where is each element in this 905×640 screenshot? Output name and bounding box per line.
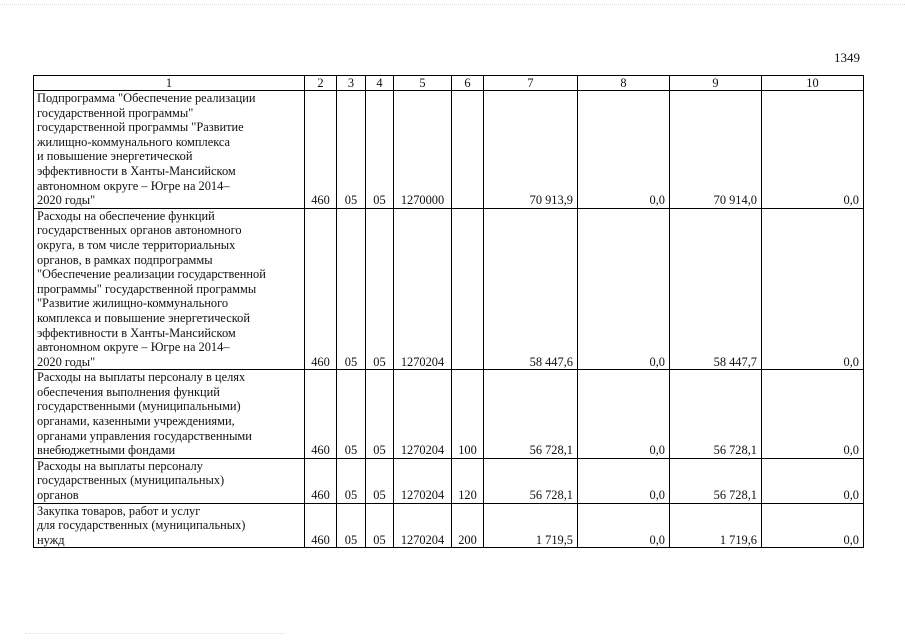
- scan-artifact-top: [0, 4, 905, 8]
- expense-type-cell: 120: [452, 458, 484, 503]
- row-name-line: органами, казенными учреждениями,: [37, 414, 235, 429]
- column-header: 10: [762, 76, 864, 91]
- amount-change-cell: 0,0: [578, 458, 670, 503]
- row-name-line: органами управления государственными: [37, 428, 252, 443]
- section-cell: 05: [337, 458, 366, 503]
- amount-change-cell: 0,0: [578, 370, 670, 459]
- row-name-line: комплекса и повышение энергетической: [37, 310, 250, 325]
- row-name-cell: [34, 208, 305, 370]
- expense-type-cell: 100: [452, 370, 484, 459]
- row-name-line: органов, в рамках подпрограммы: [37, 252, 213, 267]
- table-row: [34, 370, 864, 459]
- row-name-line: государственной программы": [37, 105, 194, 120]
- admin-code-cell: 460: [305, 370, 337, 459]
- column-header: 8: [578, 76, 670, 91]
- page-number: 1349: [834, 50, 860, 65]
- row-name-line: Подпрограмма "Обеспечение реализации: [37, 91, 256, 105]
- amount-total-cell: 58 447,7: [670, 208, 762, 370]
- subsection-cell: 05: [366, 458, 394, 503]
- amount-extra-cell: 0,0: [762, 503, 864, 548]
- row-name-line: 2020 годы": [37, 193, 96, 208]
- budget-table: [33, 75, 864, 548]
- row-name-line: "Развитие жилищно-коммунального: [37, 296, 229, 311]
- amount-extra-cell: 0,0: [762, 370, 864, 459]
- column-header: 5: [394, 76, 452, 91]
- section-cell: 05: [337, 91, 366, 209]
- section-cell: 05: [337, 503, 366, 548]
- target-article-cell: 1270204: [394, 370, 452, 459]
- row-name-line: внебюджетными фондами: [37, 443, 176, 458]
- row-name-cell: [34, 503, 305, 548]
- column-header: 2: [305, 76, 337, 91]
- target-article-cell: 1270000: [394, 91, 452, 209]
- row-name-line: обеспечения выполнения функций: [37, 384, 220, 399]
- amount-extra-cell: 0,0: [762, 91, 864, 209]
- expense-type-cell: [452, 91, 484, 209]
- column-header: 6: [452, 76, 484, 91]
- admin-code-cell: 460: [305, 208, 337, 370]
- header-row: [34, 76, 864, 91]
- scan-artifact-bottom: [25, 633, 285, 636]
- target-article-cell: 1270204: [394, 458, 452, 503]
- expense-type-cell: 200: [452, 503, 484, 548]
- table-body: [34, 91, 864, 548]
- section-cell: 05: [337, 208, 366, 370]
- target-article-cell: 1270204: [394, 503, 452, 548]
- column-header: 7: [484, 76, 578, 91]
- column-header: 4: [366, 76, 394, 91]
- row-name-line: Расходы на выплаты персоналу в целях: [37, 370, 246, 385]
- row-name-line: автономном округе – Югре на 2014–: [37, 340, 230, 355]
- amount-change-cell: 0,0: [578, 208, 670, 370]
- row-name-line: государственных (муниципальных): [37, 473, 225, 488]
- row-name-cell: [34, 370, 305, 459]
- row-name-line: эффективности в Ханты-Мансийском: [37, 325, 236, 340]
- row-name-line: Расходы на обеспечение функций: [37, 208, 215, 223]
- amount-total-cell: 56 728,1: [670, 458, 762, 503]
- row-name-line: "Обеспечение реализации государственной: [37, 267, 266, 282]
- row-name-line: для государственных (муниципальных): [37, 518, 246, 533]
- subsection-cell: 05: [366, 503, 394, 548]
- amount-change-cell: 0,0: [578, 503, 670, 548]
- amount-change-cell: 0,0: [578, 91, 670, 209]
- admin-code-cell: 460: [305, 458, 337, 503]
- row-name-line: Закупка товаров, работ и услуг: [37, 503, 201, 518]
- amount-total-cell: 1 719,6: [670, 503, 762, 548]
- row-name-line: государственной программы "Развитие: [37, 120, 244, 135]
- row-name-line: программы" государственной программы: [37, 281, 257, 296]
- amount-cell: 56 728,1: [484, 458, 578, 503]
- row-name-line: и повышение энергетической: [37, 149, 193, 164]
- column-header: 9: [670, 76, 762, 91]
- row-name-line: государственных органов автономного: [37, 223, 242, 238]
- amount-total-cell: 70 914,0: [670, 91, 762, 209]
- subsection-cell: 05: [366, 370, 394, 459]
- row-name-line: Расходы на выплаты персоналу: [37, 458, 203, 473]
- row-name-line: нужд: [37, 532, 65, 547]
- amount-cell: 1 719,5: [484, 503, 578, 548]
- row-name-line: эффективности в Ханты-Мансийском: [37, 163, 236, 178]
- subsection-cell: 05: [366, 91, 394, 209]
- amount-cell: 58 447,6: [484, 208, 578, 370]
- expense-type-cell: [452, 208, 484, 370]
- column-header: 3: [337, 76, 366, 91]
- table-row: [34, 208, 864, 370]
- row-name-line: государственными (муниципальными): [37, 399, 241, 414]
- amount-extra-cell: 0,0: [762, 458, 864, 503]
- row-name-line: автономном округе – Югре на 2014–: [37, 178, 230, 193]
- admin-code-cell: 460: [305, 503, 337, 548]
- row-name-cell: [34, 91, 305, 209]
- amount-total-cell: 56 728,1: [670, 370, 762, 459]
- section-cell: 05: [337, 370, 366, 459]
- target-article-cell: 1270204: [394, 208, 452, 370]
- row-name-line: округа, в том числе территориальных: [37, 237, 236, 252]
- row-name-cell: [34, 458, 305, 503]
- column-header: 1: [34, 76, 305, 91]
- amount-extra-cell: 0,0: [762, 208, 864, 370]
- row-name-line: жилищно-коммунального комплекса: [37, 134, 231, 149]
- row-name-line: 2020 годы": [37, 354, 96, 369]
- amount-cell: 56 728,1: [484, 370, 578, 459]
- admin-code-cell: 460: [305, 91, 337, 209]
- subsection-cell: 05: [366, 208, 394, 370]
- amount-cell: 70 913,9: [484, 91, 578, 209]
- table-row: [34, 91, 864, 209]
- row-name-line: органов: [37, 488, 79, 503]
- table-row: [34, 458, 864, 503]
- table-row: [34, 503, 864, 548]
